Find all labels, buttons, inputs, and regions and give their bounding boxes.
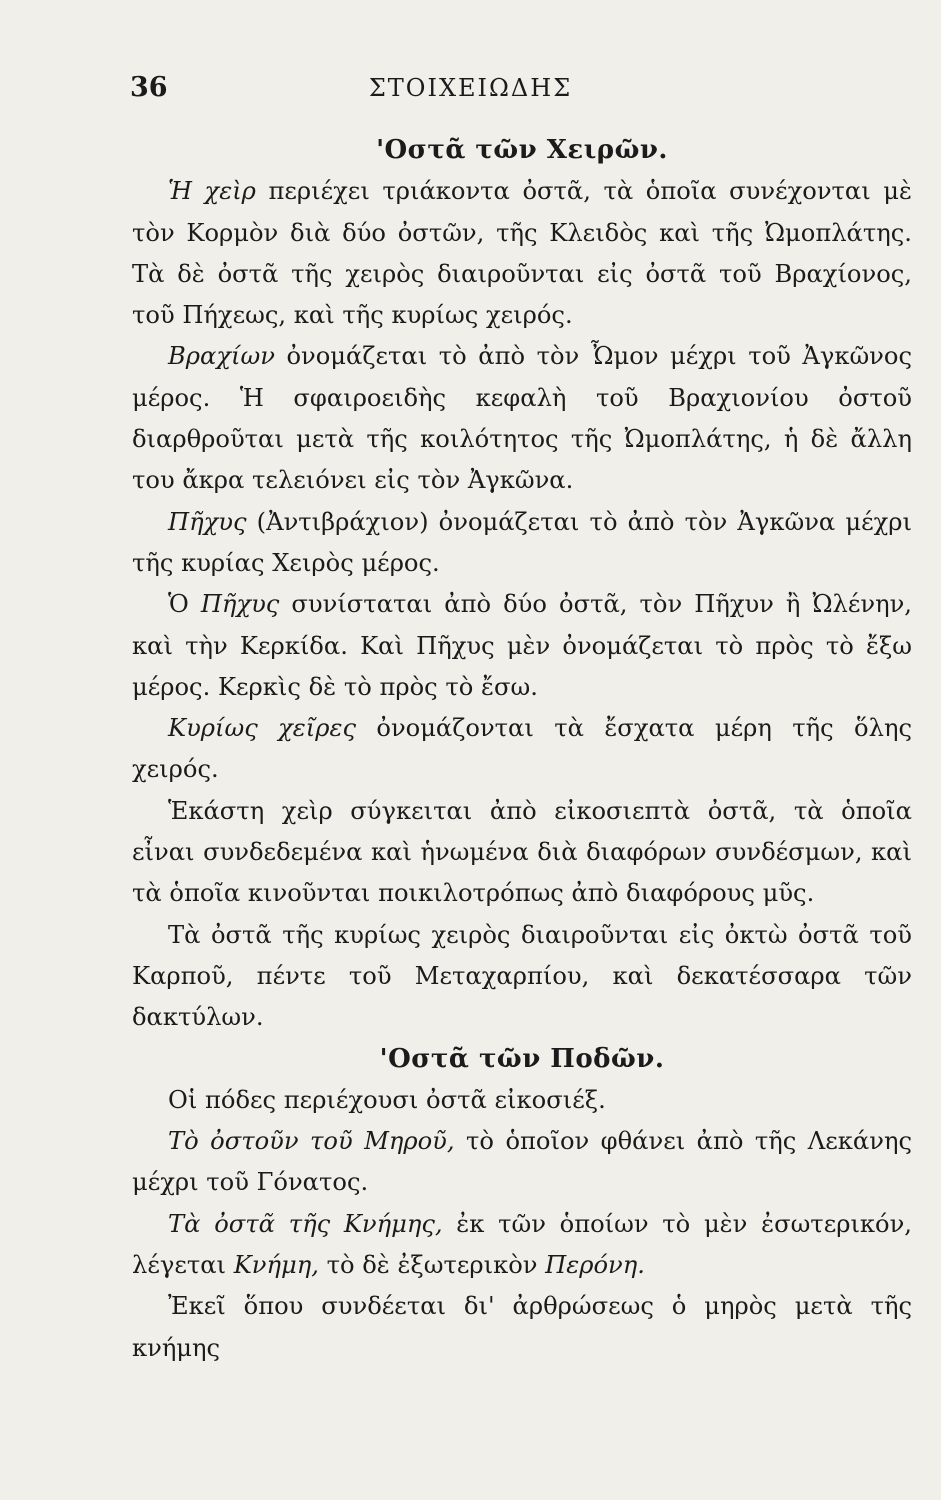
paragraph [132,171,912,336]
text-run: συνίσταται ἀπὸ δύο ὀστᾶ, τὸν Πῆχυν ἢ Ὠλένην, καὶ τὴν Κερκίδα. Καὶ Πῆχυς μὲν ὀνομάζεται τὸ πρὸς τὸ ἔξω μέρος. Κερκὶς δὲ τὸ πρὸς τὸ ἔσω. [132,590,912,701]
italic-term: Κνήμη, [233,1251,319,1280]
paragraph [132,708,912,791]
text-run: ἐκ τῶν ὁποίων τὸ μὲν ἐσωτερικόν, λέγεται [132,1209,912,1280]
page-header [0,72,941,106]
section-heading: 'Οστᾶ τῶν Ποδῶν. [379,1043,665,1074]
paragraph [132,1080,912,1121]
paragraph [132,584,912,708]
page-number: 36 [130,72,168,103]
paragraph [132,1286,912,1369]
text-run: Οἱ πόδες περιέχουσι ὀστᾶ εἰκοσιέξ. [168,1085,606,1114]
italic-term: Τὸ ὀστοῦν τοῦ Μηροῦ, [168,1127,455,1156]
text-run: τὸ ὁποῖον φθάνει ἀπὸ τῆς Λεκάνης μέχρι τοῦ Γόνατος. [132,1127,912,1197]
italic-term: Βραχίων [168,342,275,371]
italic-term: Τὰ ὀστᾶ τῆς Κνήμης, [168,1209,443,1238]
italic-term: Ἡ χεὶρ [168,177,256,206]
text-run: Ἑκάστη χεὶρ σύγκειται ἀπὸ εἰκοσιεπτὰ ὀστᾶ, τὰ ὁποῖα εἶναι συνδεδεμένα καὶ ἡνωμένα διὰ διαφόρων συνδέσμων, καὶ τὰ ὁποῖα κινοῦνται ποικιλοτρόπως ἀπὸ διαφόρους μῦς. [132,796,912,908]
section-heading: 'Οστᾶ τῶν Χειρῶν. [376,135,668,165]
text-run: Ὁ [168,590,201,619]
paragraph [132,502,912,585]
text-run: Τὰ ὀστᾶ τῆς κυρίως χειρὸς διαιροῦνται εἰς ὀκτὼ ὀστᾶ τοῦ Καρποῦ, πέντε τοῦ Μεταχαρπίου, καὶ δεκατέσσαρα τῶν δακτύλων. [132,920,912,1032]
paragraph [132,1204,912,1287]
italic-term: Πῆχυς [168,507,247,536]
text-run: τὸ δὲ ἐξωτερικὸν [318,1251,546,1280]
text-run: ὀνομάζεται τὸ ἀπὸ τὸν Ὦμον μέχρι τοῦ Ἀγκῶνος μέρος. Ἡ σφαιροειδὴς κεφαλὴ τοῦ Βραχιονίου ὀστοῦ διαρθροῦται μετὰ τῆς κοιλότητος τῆς Ὠμοπλάτης, ἡ δὲ ἄλλη του ἄκρα τελειόνει εἰς τὸν Ἀγκῶνα. [132,342,912,495]
text-run: ὀνομάζονται τὰ ἔσχατα μέρη τῆς ὅλης χειρός. [132,714,912,784]
text-run: περιέχει τριάκοντα ὀστᾶ, τὰ ὁποῖα συνέχονται μὲ τὸν Κορμὸν διὰ δύο ὀστῶν, τῆς Κλειδὸς καὶ τῆς Ὠμοπλάτης. Τὰ δὲ ὀστᾶ τῆς χειρὸς διαιροῦνται εἰς ὀστᾶ τοῦ Βραχίονος, τοῦ Πήχεως, καὶ τῆς κυρίως χειρός. [132,177,912,330]
running-title: ΣΤΟΙΧΕΙΩΔΗΣ [368,74,573,102]
paragraph [132,336,912,501]
text-run: Ἐκεῖ ὅπου συνδέεται δι' ἀρθρώσεως ὁ μηρὸς μετὰ τῆς κνήμης [132,1292,912,1362]
italic-term: Κυρίως χεῖρες [168,714,356,743]
page-body [132,130,912,1369]
italic-term: Περόνη. [545,1251,645,1280]
paragraph [132,1121,912,1204]
italic-term: Πῆχυς [200,590,280,619]
paragraph [132,915,912,1039]
paragraph [132,791,912,915]
text-run: (Ἀντιβράχιον) ὀνομάζεται τὸ ἀπὸ τὸν Ἀγκῶνα μέχρι τῆς κυρίας Χειρὸς μέρος. [132,507,912,577]
